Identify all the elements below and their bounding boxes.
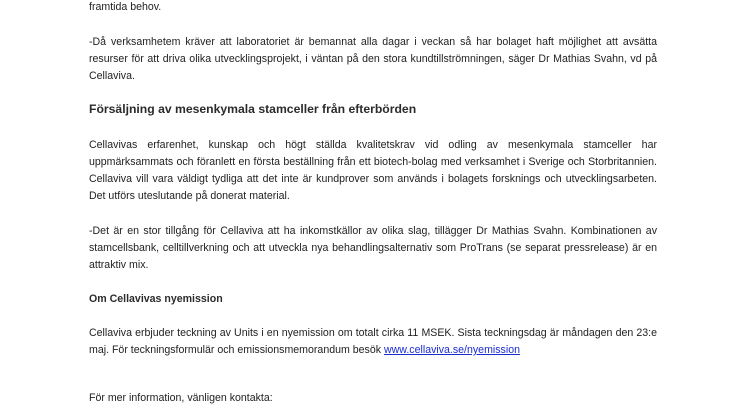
- paragraph-intro-tail: framtida behov.: [89, 1, 162, 13]
- paragraph-cellaviva-experience: Cellavivas erfarenhet, kunskap och högt ställda kvalitetskrav vid odling av mesenkymala stamceller har uppmärksammats och föranlett en första beställning från ett biotech-bolag med verksamhet i Sverige och Storbritannien. Cellaviva vill vara väldigt tydliga att det inte är kundprover som används i bolagets forsknings och utvecklingsarbeten. Det utförs uteslutande på donerat material.: [89, 139, 657, 202]
- nyemission-link[interactable]: www.cellaviva.se/nyemission: [383, 344, 520, 356]
- paragraph-contact: För mer information, vänligen kontakta:: [89, 392, 273, 404]
- section-heading-mesenkymala: Försäljning av mesenkymala stamceller från efterbörden: [89, 102, 417, 116]
- paragraph-quote-income: -Det är en stor tillgång för Cellaviva att ha inkomstkällor av olika slag, tillägger Dr Mathias Svahn. Kombinationen av stamcellsbank, celltillverkning och att utveckla nya behandlingsalternativ som ProTrans (se separat pressrelease) är en attraktiv mix.: [89, 225, 657, 271]
- paragraph-nyemission: [89, 325, 657, 359]
- section-heading-nyemission: Om Cellavivas nyemission: [89, 293, 223, 305]
- paragraph-quote-svahn: -Då verksamhetem kräver att laboratoriet är bemannat alla dagar i veckan så har bolaget haft möjlighet att avsätta resurser för att driva olika utvecklingsprojekt, i väntan på den stora kundtillströmningen, säger Dr Mathias Svahn, vd på Cellaviva.: [89, 36, 657, 82]
- paragraph-nyemission-text: Cellaviva erbjuder teckning av Units i en nyemission om totalt cirka 11 MSEK. Sista teckningsdag är måndagen den 23:e maj. För teckningsformulär och emissionsmemorandum besök: [89, 327, 657, 356]
